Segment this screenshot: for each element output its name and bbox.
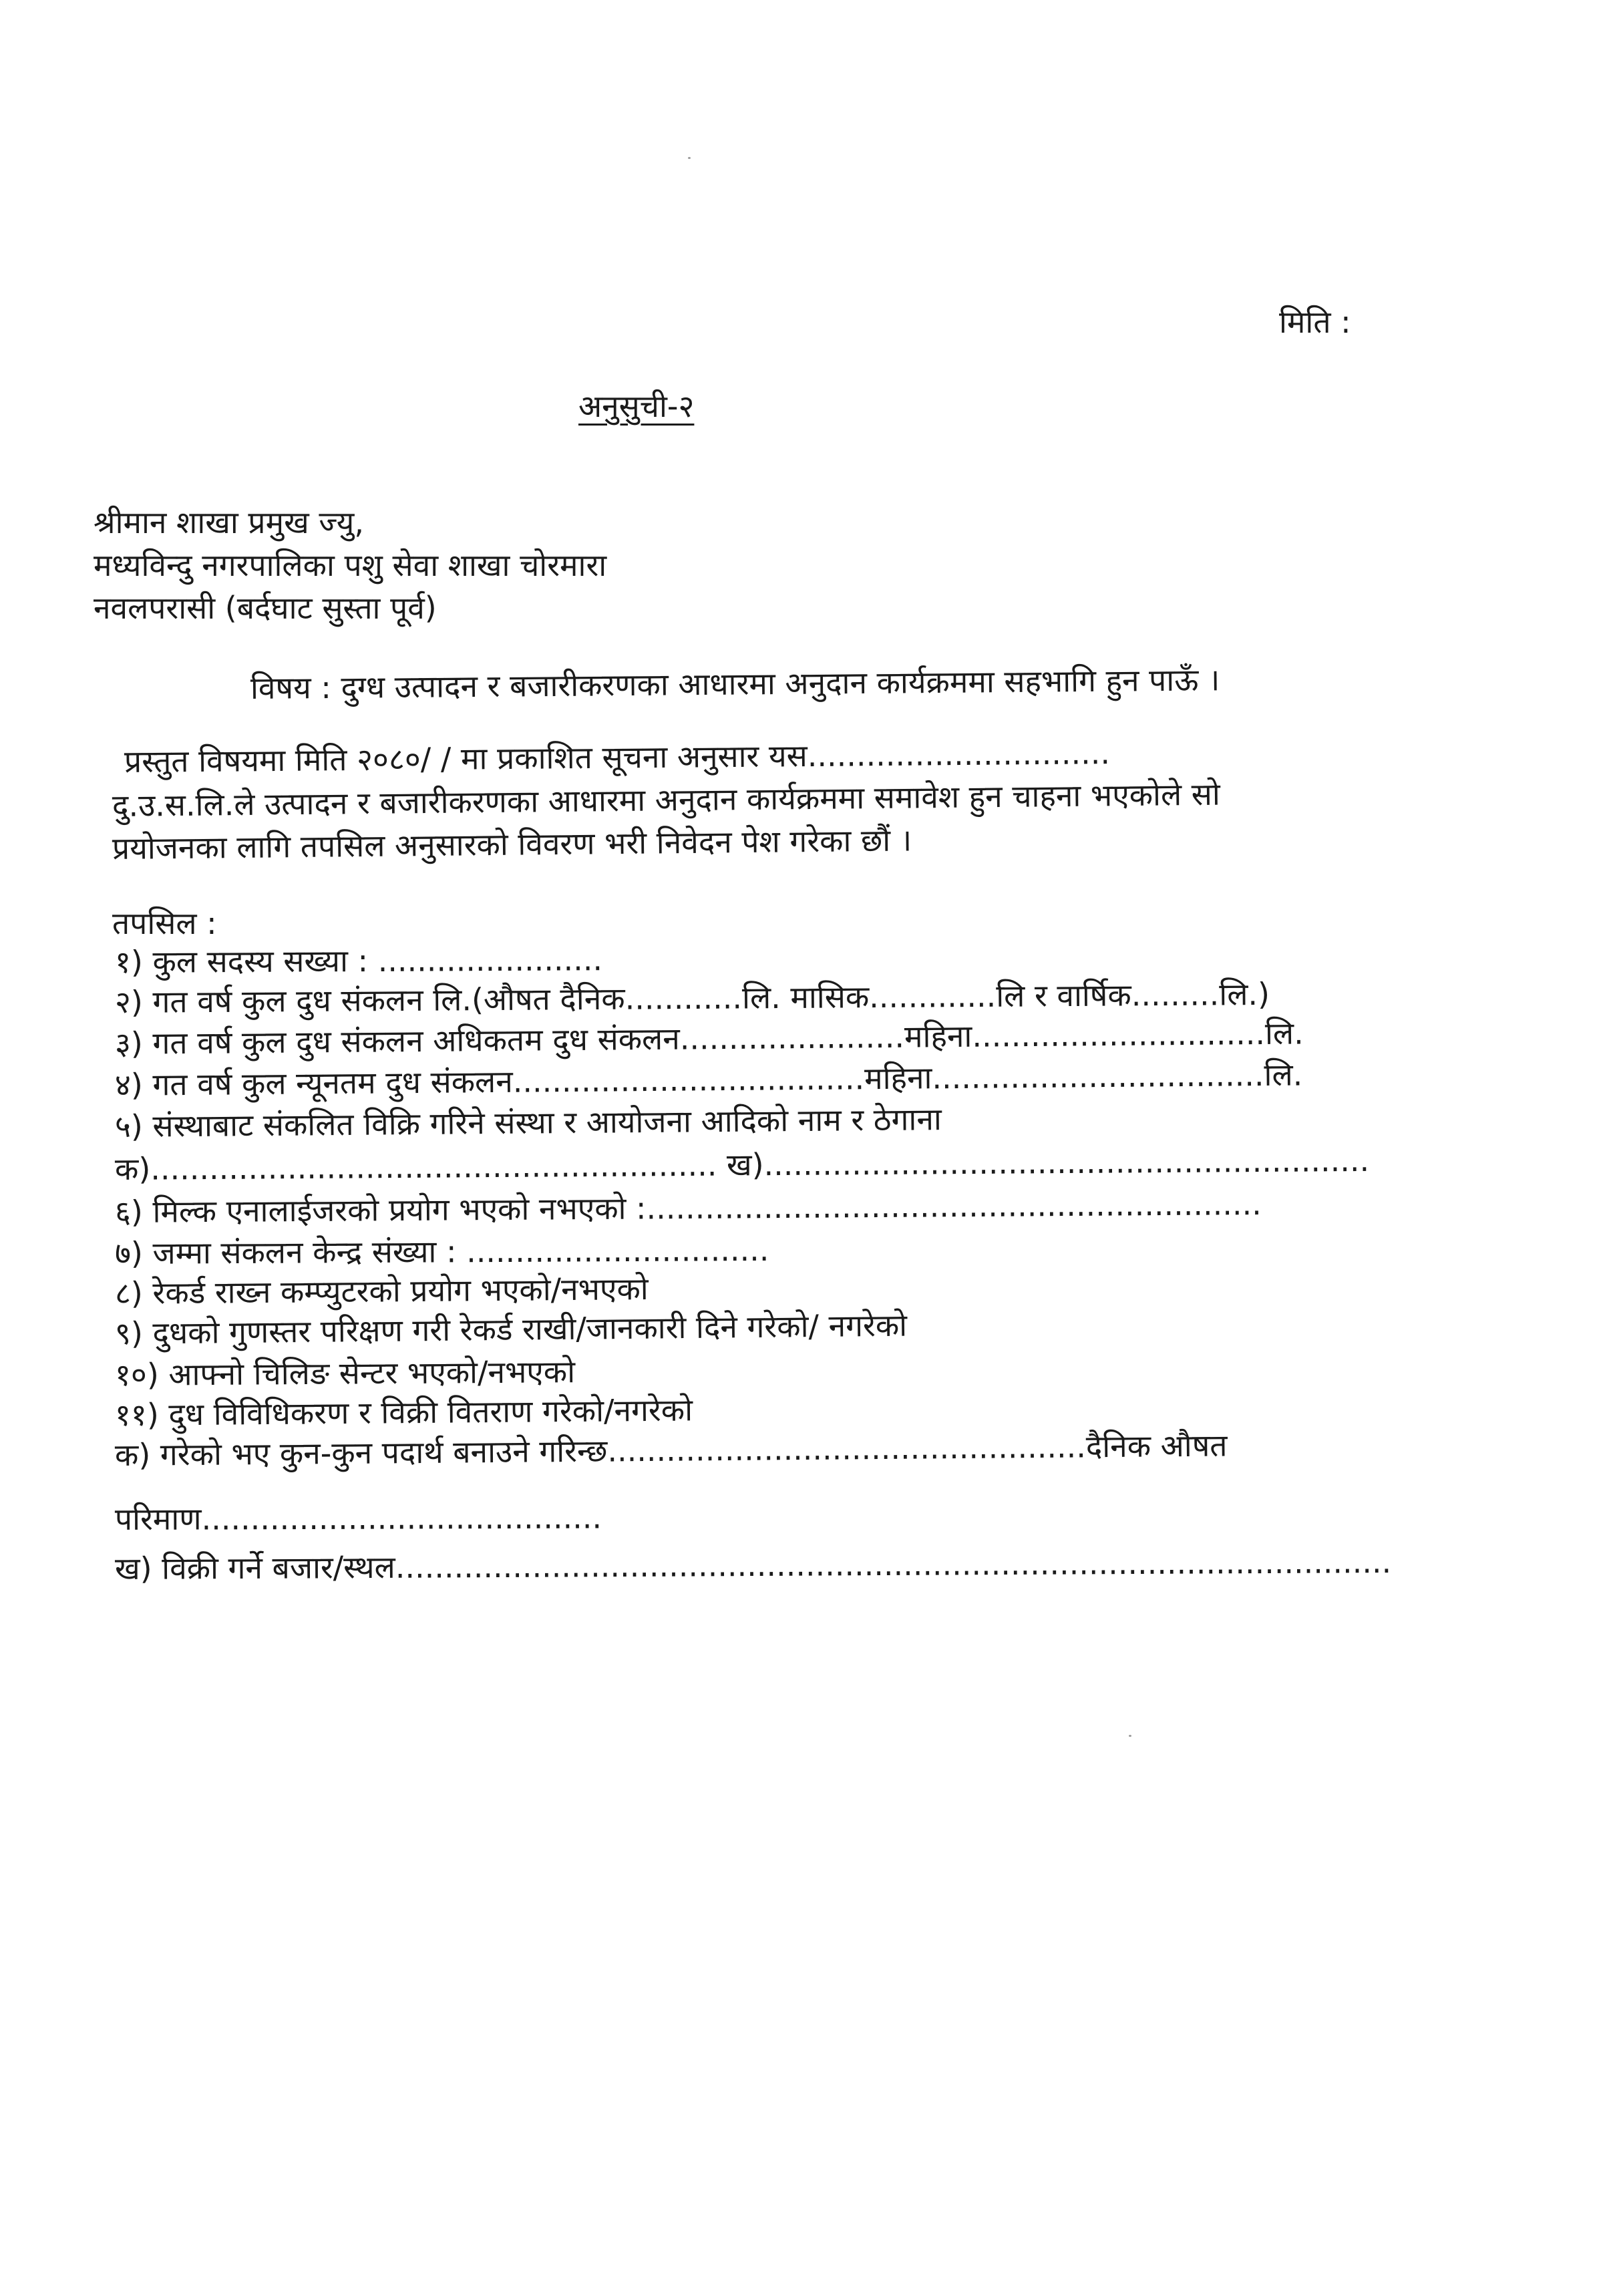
date-label: मिति :: [1279, 304, 1351, 340]
subject-line: विषय : दुग्ध उत्पादन र बजारीकरणका आधारमा अनुदान कार्यक्रममा सहभागि हुन पाऊँ ।: [250, 661, 1220, 706]
schedule-title: अनुसुची-२: [578, 388, 695, 424]
detail-item-9: ९) दुधको गुणस्तर परिक्षण गरी रेकर्ड राखी/जानकारी दिने गरेको/ नगरेको: [114, 1307, 908, 1351]
intro-line-2: दु.उ.स.लि.ले उत्पादन र बजारीकरणका आधारमा अनुदान कार्यक्रममा समावेश हुन चाहना भएकोले सो: [112, 776, 1221, 824]
detail-item-6: ६) मिल्क एनालाईजरको प्रयोग भएको नभएको :...............................................................: [114, 1186, 1262, 1230]
detail-item-2: २) गत वर्ष कुल दुध संकलन लि.(औषत दैनिक............लि. मासिक.............लि र वार्षिक.........लि.): [114, 975, 1270, 1020]
addressee-line-1: श्रीमान शाखा प्रमुख ज्यु,: [94, 504, 364, 540]
intro-line-1: प्रस्तुत विषयमा मिति २०८०/ / मा प्रकाशित सूचना अनुसार यस...............................: [124, 735, 1111, 780]
detail-item-11-a: क) गरेको भए कुन-कुन पदार्थ बनाउने गरिन्छ.................................................दैनिक औषत: [114, 1427, 1228, 1473]
detail-item-7: ७) जम्मा संकलन केन्द्र संख्या : ...............................: [114, 1231, 769, 1271]
detail-item-5: ५) संस्थाबाट संकलित विक्रि गरिने संस्था र आयोजना आदिको नाम र ठेगाना: [114, 1101, 942, 1144]
addressee-line-2: मध्यविन्दु नगरपालिका पशु सेवा शाखा चोरमारा: [94, 547, 607, 583]
detail-item-11-quantity: परिमाण.........................................: [114, 1499, 602, 1537]
detail-item-11: ११) दुध विविधिकरण र विक्री वितराण गरेको/नगरेको: [114, 1391, 693, 1433]
details-heading: तपसिल :: [112, 905, 217, 941]
detail-item-1: १) कुल सदस्य सख्या : .......................: [114, 941, 603, 980]
detail-item-4: ४) गत वर्ष कुल न्यूनतम दुध संकलन....................................महिना..................................लि.: [114, 1056, 1303, 1103]
intro-line-3: प्रयोजनका लागि तपसिल अनुसारको विवरण भरी निवेदन पेश गरेका छौं ।: [112, 822, 912, 866]
scan-speck: [688, 157, 691, 159]
detail-item-11-b: ख) विक्री गर्ने बजार/स्थल......................................................................................................: [114, 1543, 1392, 1587]
detail-item-8: ८) रेकर्ड राख्न कम्प्युटरको प्रयोग भएको/नभएको: [114, 1271, 649, 1311]
addressee-line-3: नवलपरासी (बर्दघाट सुस्ता पूर्व): [94, 590, 437, 626]
detail-item-10: १०) आफ्नो चिलिङ सेन्टर भएको/नभएको: [114, 1353, 576, 1393]
detail-item-3: ३) गत वर्ष कुल दुध संकलन अधिकतम दुध संकलन.......................महिना..............................लि.: [114, 1015, 1304, 1061]
detail-item-5-sub: क).......................................................... ख)..............................................................: [114, 1142, 1370, 1187]
scan-speck: [1129, 1735, 1131, 1737]
